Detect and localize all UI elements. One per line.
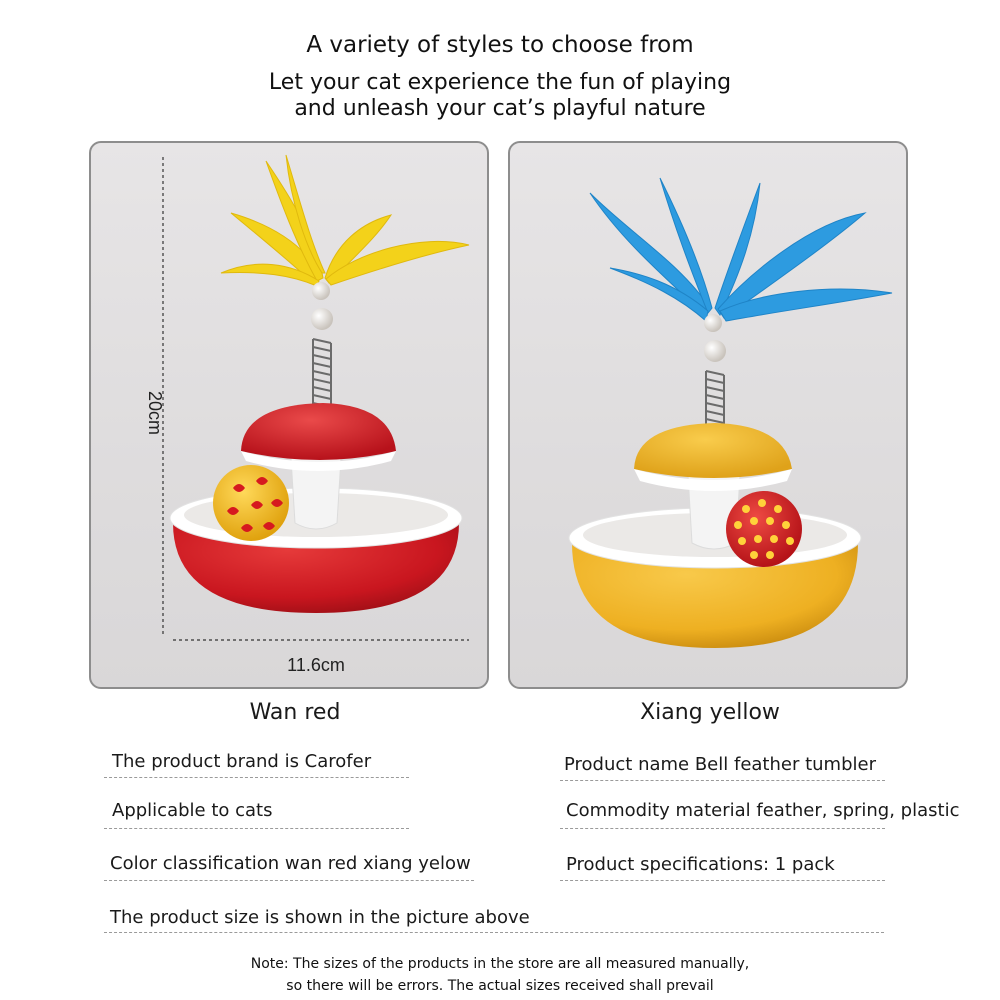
spec-material: Commodity material feather, spring, plastic xyxy=(566,800,960,821)
pearl-bead xyxy=(704,340,726,362)
caption-xiang-yellow: Xiang yellow xyxy=(640,700,780,725)
divider xyxy=(560,780,885,781)
caption-wan-red: Wan red xyxy=(249,700,341,725)
blue-feather xyxy=(590,178,892,321)
height-label: 20cm xyxy=(145,390,165,436)
divider xyxy=(104,932,884,933)
headline: A variety of styles to choose from xyxy=(306,32,694,58)
divider xyxy=(104,880,474,881)
red-tumbler-illustration xyxy=(91,143,489,689)
product-panel-xiang-yellow xyxy=(508,141,908,689)
note-line-1: Note: The sizes of the products in the store are all measured manually, xyxy=(250,956,750,972)
spring xyxy=(706,371,724,425)
note-line-2: so there will be errors. The actual sizes received shall prevail xyxy=(286,978,714,994)
spec-size: The product size is shown in the picture above xyxy=(110,907,530,928)
subheadline-line-2: and unleash your cat’s playful nature xyxy=(294,96,706,121)
red-top-cap xyxy=(241,403,396,460)
divider xyxy=(104,777,409,778)
spec-color-classification: Color classification wan red xiang yelow xyxy=(110,853,471,874)
pearl-bead xyxy=(312,282,330,300)
width-label: 11.6cm xyxy=(287,655,345,675)
subheadline-line-1: Let your cat experience the fun of playing xyxy=(268,70,732,95)
spec-specifications: Product specifications: 1 pack xyxy=(566,854,835,875)
divider xyxy=(104,828,409,829)
yellow-top-cap xyxy=(634,423,792,478)
yellow-tumbler-illustration xyxy=(510,143,908,689)
pearl-bead xyxy=(311,308,333,330)
yellow-feather xyxy=(221,155,469,286)
pearl-bead xyxy=(704,314,722,332)
spec-applicable: Applicable to cats xyxy=(112,800,273,821)
red-bell-ball xyxy=(726,491,802,567)
divider xyxy=(560,828,885,829)
yellow-bell-ball xyxy=(213,465,289,541)
product-panel-wan-red xyxy=(89,141,489,689)
spec-product-name: Product name Bell feather tumbler xyxy=(564,754,876,775)
divider xyxy=(560,880,885,881)
spec-brand: The product brand is Carofer xyxy=(112,751,372,772)
